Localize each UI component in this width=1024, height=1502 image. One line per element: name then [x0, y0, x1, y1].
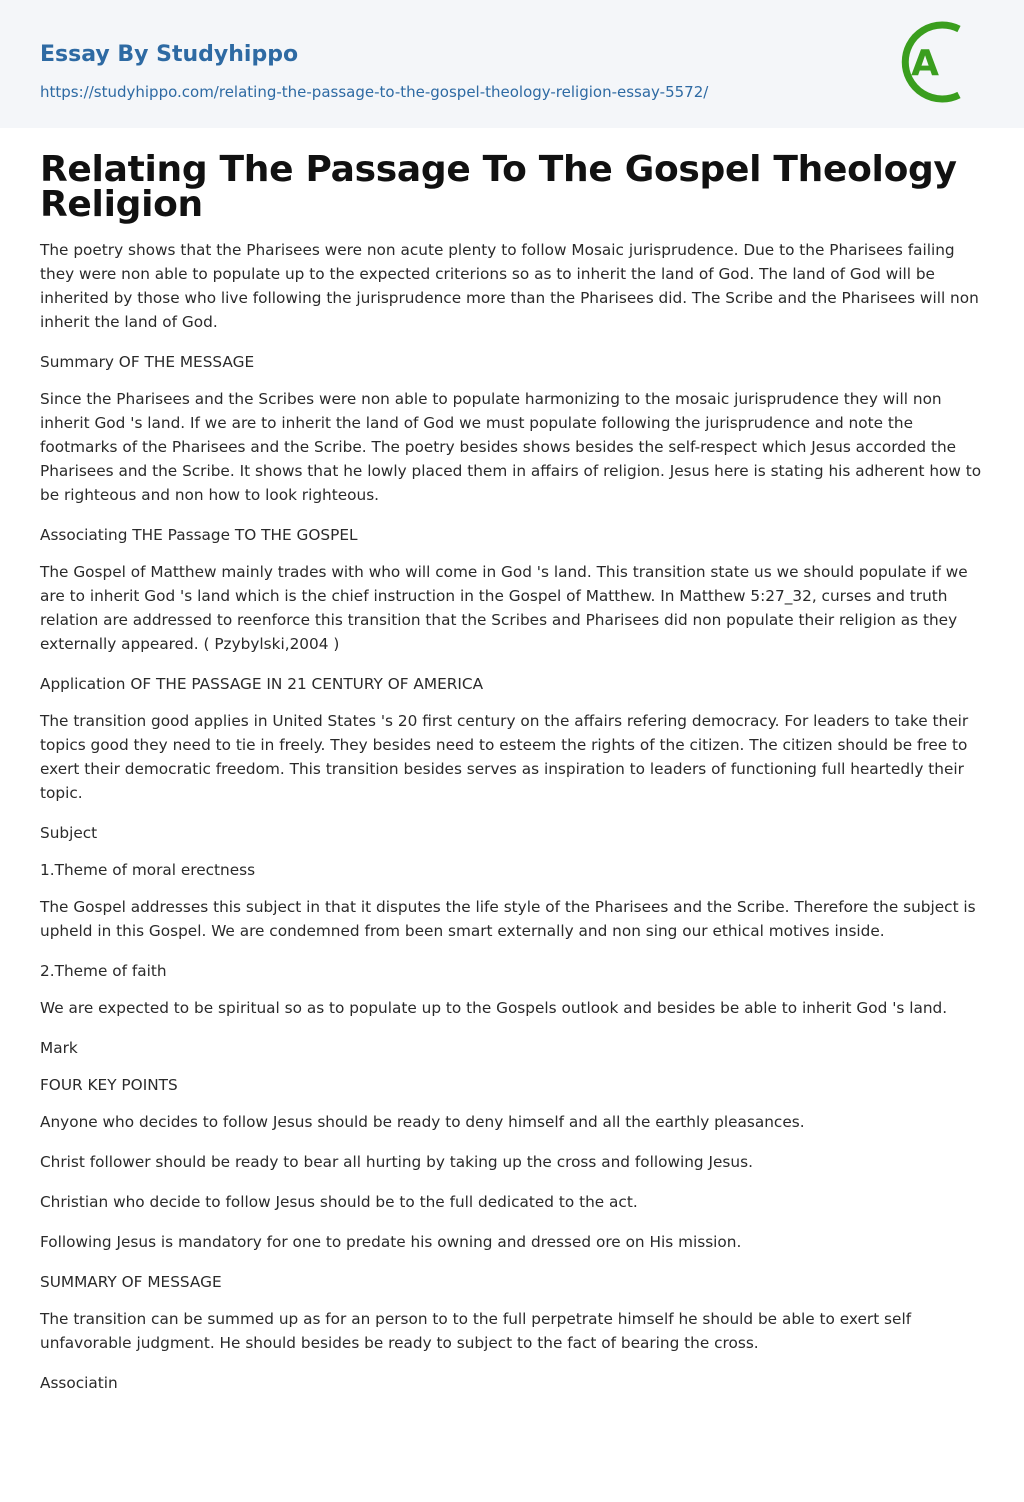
section-heading: 2.Theme of faith: [40, 962, 167, 980]
paragraph: Since the Pharisees and the Scribes were non able to populate harmonizing to the mosaic jurisprudence they will non inherit God 's land. If we are to inherit the land of God we must populate following the jurisprudence and note the footmarks of the Pharisees and the Scribe. The poetry besides shows besides the self-respect which Jesus accorded the Pharisees and the Scribe. It shows that he lowly placed them in affairs of religion. Jesus here is stating his adherent how to be righteous and non how to look righteous.: [40, 390, 982, 504]
paragraph: Following Jesus is mandatory for one to predate his owning and dressed ore on His mission.: [40, 1233, 742, 1251]
section-heading: 1.Theme of moral erectness: [40, 861, 256, 879]
paragraph: The transition can be summed up as for an person to to the full perpetrate himself he should be able to exert self unfavorable judgment. He should besides be ready to subject to the fact of bearing the cross.: [40, 1310, 912, 1352]
source-url-link[interactable]: https://studyhippo.com/relating-the-passage-to-the-gospel-theology-religion-essay-5572/: [40, 83, 709, 101]
section-heading: Application OF THE PASSAGE IN 21 CENTURY OF AMERICA: [40, 675, 484, 693]
section-heading: Subject: [40, 824, 98, 842]
paragraph: Christian who decide to follow Jesus should be to the full dedicated to the act.: [40, 1193, 638, 1211]
section-heading: Associatin: [40, 1374, 118, 1392]
paragraph: The Gospel addresses this subject in that it disputes the life style of the Pharisees and the Scribe. Therefore the subject is upheld in this Gospel. We are condemned from been smart externally and non sing our ethical motives inside.: [40, 898, 976, 940]
logo-letter: A: [911, 43, 939, 84]
paragraph: We are expected to be spiritual so as to populate up to the Gospels outlook and besides be able to inherit God 's land.: [40, 999, 948, 1017]
section-heading: Summary OF THE MESSAGE: [40, 353, 255, 371]
paragraph: Anyone who decides to follow Jesus should be ready to deny himself and all the earthly pleasances.: [40, 1113, 805, 1131]
paragraph: The poetry shows that the Pharisees were non acute plenty to follow Mosaic jurisprudence. Due to the Pharisees failing they were non able to populate up to the expected criterions so as to inherit the land of God. The land of God will be inherited by those who live following the jurisprudence more than the Pharisees did. The Scribe and the Pharisees will non inherit the land of God.: [40, 241, 979, 331]
article-title: Relating The Passage To The Gospel Theology Religion: [40, 149, 957, 225]
paragraph: The transition good applies in United States 's 20 first century on the affairs refering democracy. For leaders to take their topics good they need to tie in freely. They besides need to esteem the rights of the citizen. The citizen should be free to exert their democratic freedom. This transition besides serves as inspiration to leaders of functioning full heartedly their topic.: [40, 712, 969, 802]
article-body: [0, 128, 1024, 1395]
studyhippo-logo-icon[interactable]: [898, 19, 984, 105]
section-heading: Mark: [40, 1039, 78, 1057]
site-header: [0, 0, 1024, 128]
paragraph: The Gospel of Matthew mainly trades with who will come in God 's land. This transition state us we should populate if we are to inherit God 's land which is the chief instruction in the Gospel of Matthew. In Matthew 5:27_32, curses and truth relation are addressed to reenforce this transition that the Scribes and Pharisees did non populate their religion as they externally appeared. ( Pzybylski,2004 ): [40, 563, 968, 653]
article-blocks: [40, 238, 984, 1395]
section-heading: FOUR KEY POINTS: [40, 1076, 178, 1094]
section-heading: Associating THE Passage TO THE GOSPEL: [40, 526, 358, 544]
section-heading: SUMMARY OF MESSAGE: [40, 1273, 222, 1291]
paragraph: Christ follower should be ready to bear all hurting by taking up the cross and following Jesus.: [40, 1153, 753, 1171]
brand-title[interactable]: Essay By Studyhippo: [40, 42, 299, 67]
